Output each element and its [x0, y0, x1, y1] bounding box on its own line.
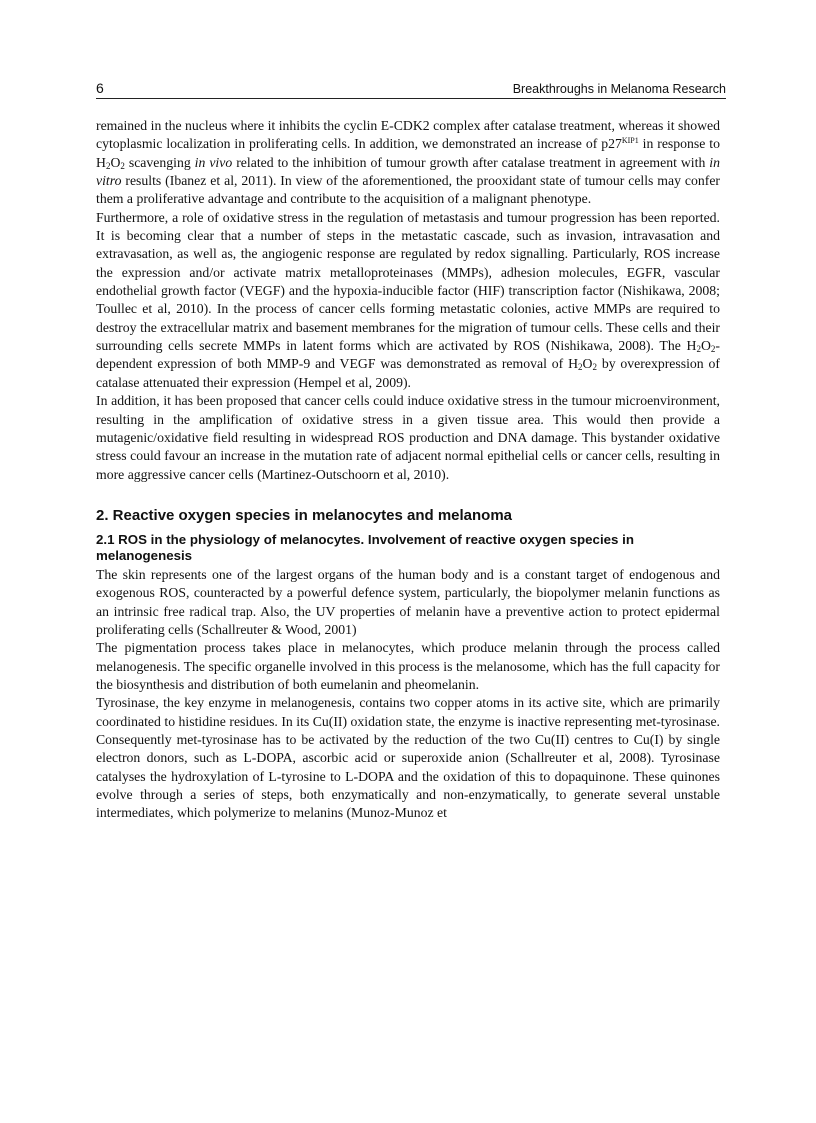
paragraph-4: The skin represents one of the largest organs of the human body and is a constant target of endogenous and exogenous ROS, counteracted by a powerful defence system, particularly, the biopolymer melanin functions as an intrinsic free radical trap. Also, the UV properties of melanin have a preventive action to protect epidermal proliferating cells (Schallreuter & Wood, 2001): [96, 566, 720, 637]
paragraph-2: Furthermore, a role of oxidative stress in the regulation of metastasis and tumour progression has been reported. It is becoming clear that a number of steps in the metastatic cascade, such as invasion, intravasation and extravasation, as well as, the angiogenic response are regulated by redox signalling. Particularly, ROS increase the expression and/or activate matrix metalloproteinases (MMPs), adhesion molecules, EGFR, vascular endothelial growth factor (VEGF) and the hypoxia-inducible factor (HIF) transcription factor (Nishikawa, 2008; Toullec et al, 2010). In the process of cancer cells forming metastatic colonies, active MMPs are required to destroy the extracellular matrix and basement membranes for the migration of tumour cells. These cells and their surrounding cells secrete MMPs in latent forms which are activated by ROS (Nishikawa, 2008). The $H_2O_2$-dependent expression of both MMP-9 and VEGF was demonstrated as removal of $H_2O_2$ by overexpression of catalase attenuated their expression (Hempel et al, 2009).: [96, 209, 720, 390]
paragraph-5: The pigmentation process takes place in melanocytes, which produce melanin through the process called melanogenesis. The specific organelle involved in this process is the melanosome, which has the full capacity for the biosynthesis and distribution of both eumelanin and pheomelanin.: [96, 640, 720, 692]
page-number: 6: [96, 80, 104, 96]
paragraph-6: Tyrosinase, the key enzyme in melanogenesis, contains two copper atoms in its active site, which are primarily coordinated to histidine residues. In its Cu(II) oxidation state, the enzyme is inactive representing met-tyrosinase. Consequently met-tyrosinase has to be activated by the reduction of the two Cu(II) centres to Cu(I) by single electron donors, such as L-DOPA, ascorbic acid or superoxide anion (Schallreuter et al, 2008). Tyrosinase catalyses the hydroxylation of L-tyrosine to L-DOPA and the oxidation of this to dopaquinone. These quinones evolve through a series of steps, both enzymatically and non-enzymatically, to generate several unstable intermediates, which polymerize to melanins (Munoz-Munoz et: [96, 695, 720, 821]
running-title: Breakthroughs in Melanoma Research: [512, 82, 726, 96]
paragraph-1: remained in the nucleus where it inhibits the cyclin E-CDK2 complex after catalase treatment, whereas it showed cytoplasmic localization in proliferating cells. In addition, we demonstrated an increase of $p27^{KIP1}$ in response to $H_2O_2$ scavenging in vivo related to the inhibition of tumour growth after catalase treatment in agreement with in vitro results (Ibanez et al, 2011). In view of the aforementioned, the prooxidant state of tumour cells may confer them a proliferative advantage and contribute to the acquisition of a malignant phenotype.: [96, 118, 720, 207]
section-heading: 2. Reactive oxygen species in melanocytes and melanoma: [96, 506, 513, 524]
paragraph-3: In addition, it has been proposed that cancer cells could induce oxidative stress in the tumour microenvironment, resulting in the amplification of oxidative stress in a given tissue area. This would then provide a mutagenic/oxidative field resulting in widespread ROS production and DNA damage. This bystander oxidative stress could favour an increase in the mutation rate of adjacent normal epithelial cells or cancer cells, resulting in more aggressive cancer cells (Martinez-Outschoorn et al, 2010).: [96, 393, 720, 482]
running-header: [96, 80, 726, 99]
subsection-heading: 2.1 ROS in the physiology of melanocytes. Involvement of reactive oxygen species in melanogenesis: [96, 531, 634, 564]
body-text: [96, 117, 720, 823]
